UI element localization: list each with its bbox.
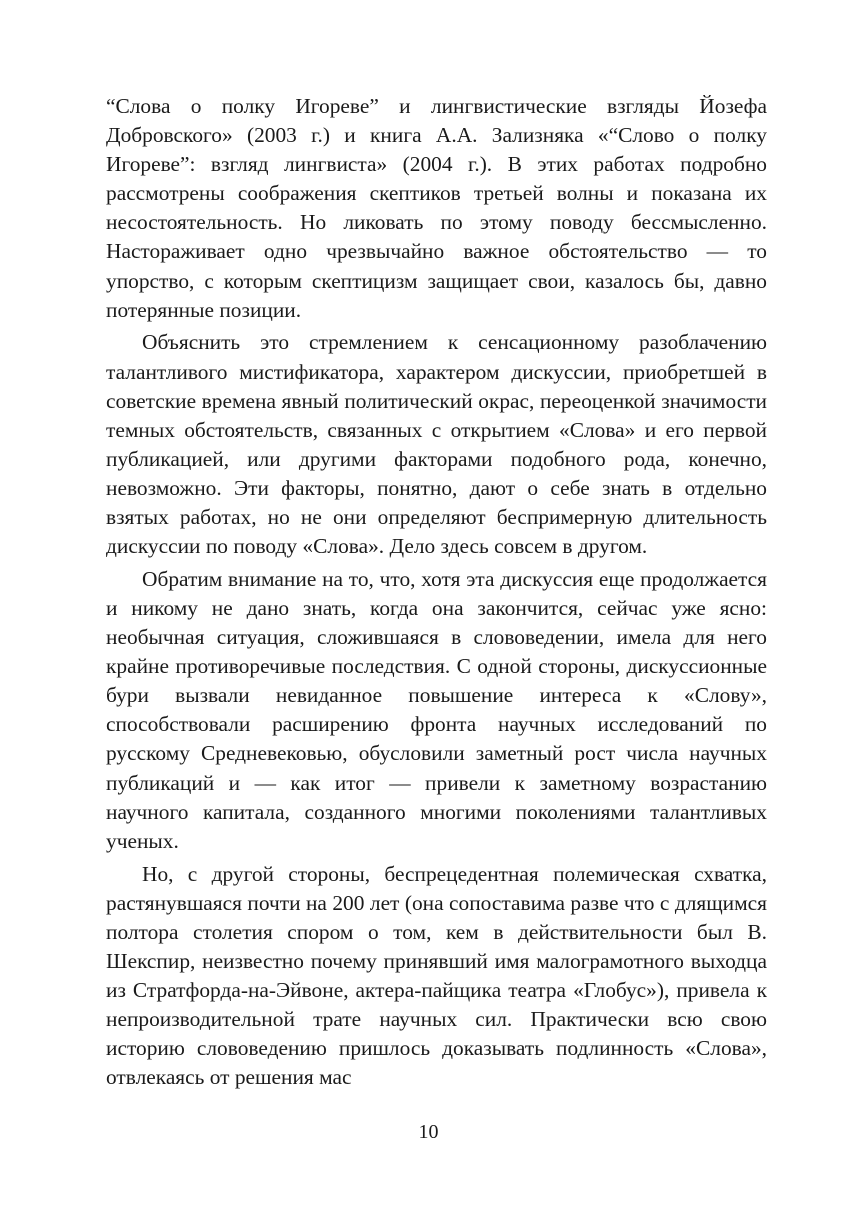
- paragraph-2: Объяснить это стремлением к сенсационному разоблачению талантливого мистификатора, характером дискуссии, приобретшей в советские времена явный политический окрас, переоценкой значимости темных обстоятельств, связанных с открытием «Слова» и его первой публикацией, или другими факторами подобного рода, конечно, невозможно. Эти факторы, понятно, дают о себе знать в отдельно взятых работах, но не они определяют беспримерную длительность дискуссии по поводу «Слова». Дело здесь совсем в другом.: [106, 330, 767, 559]
- body-text: [106, 92, 767, 1096]
- page-number: 10: [418, 1121, 439, 1143]
- paragraph-1: “Слова о полку Игореве” и лингвистические взгляды Йозефа Добровского» (2003 г.) и книга А.А. Зализняка «“Слово о полку Игореве”: взгляд лингвиста» (2004 г.). В этих работах подробно рассмотрены соображения скептиков третьей волны и показана их несостоятельность. Но ликовать по этому поводу бессмысленно. Настораживает одно чрезвычайно важное обстоятельство — то упорство, с которым скептицизм защищает свои, казалось бы, давно потерянные позиции.: [106, 94, 767, 322]
- paragraph-3: Обратим внимание на то, что, хотя эта дискуссия еще продолжается и никому не дано знать, когда она закончится, сейчас уже ясно: необычная ситуация, сложившаяся в слововедении, имела для него крайне противоречивые последствия. С одной стороны, дискуссионные бури вызвали невиданное повышение интереса к «Слову», способствовали расширению фронта научных исследований по русскому Средневековью, обусловили заметный рост числа научных публикаций и — как итог — привели к заметному возрастанию научного капитала, созданного многими поколениями талантливых ученых.: [106, 566, 767, 853]
- paragraph-4: Но, с другой стороны, беспрецедентная полемическая схватка, растянувшаяся почти на 200 лет (она сопоставима разве что с длящимся полтора столетия спором о том, кем в действительности был В. Шекспир, неизвестно почему принявший имя малограмотного выходца из Стратфорда-на-Эйвоне, актера-пайщика театра «Глобус»), привела к непроизводительной трате научных сил. Практически всю свою историю слововедению пришлось доказывать подлинность «Слова», отвлекаясь от решения мас: [106, 861, 767, 1090]
